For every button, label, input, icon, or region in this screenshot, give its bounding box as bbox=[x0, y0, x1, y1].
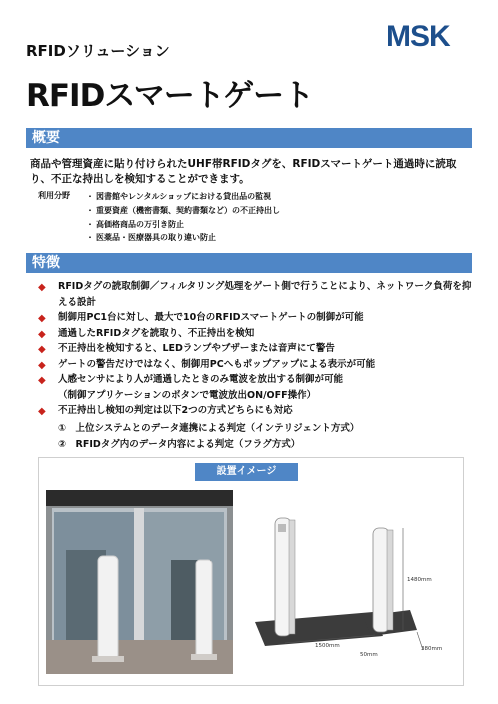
dim-width-label: 1500mm bbox=[315, 643, 340, 649]
usage-item: ・ 高価格商品の万引き防止 bbox=[86, 218, 280, 232]
diamond-bullet-icon: ◆ bbox=[38, 328, 46, 340]
feature-item: ◆ RFIDタグの読取制御／フィルタリング処理をゲート側で行うことにより、ネットワーク負荷を抑える設計 bbox=[38, 281, 472, 308]
features-list-2 bbox=[38, 403, 472, 419]
feature-item: ◆ 制御用PC1台に対し、最大で10台のRFIDスマートゲートの制御が可能 bbox=[38, 310, 472, 326]
dim-small-label: 50mm bbox=[360, 652, 378, 658]
usage-item: ・ 医薬品・医療器具の取り違い防止 bbox=[86, 231, 280, 245]
dim-height-label: 1480mm bbox=[407, 577, 432, 583]
features-list bbox=[38, 279, 472, 388]
feature-sub-note: （制御アプリケーションのボタンで電波放出ON/OFF操作） bbox=[58, 390, 317, 401]
overview-text: 商品や管理資産に貼り付けられたUHF帯RFIDタグを、RFIDスマートゲート通過時に読取り、不正な持出しを検知することができます。 bbox=[30, 158, 457, 185]
diamond-bullet-icon: ◆ bbox=[38, 313, 46, 324]
page-title: RFIDスマートゲート bbox=[26, 78, 314, 114]
feature-item: ◆ ゲートの警告だけではなく、制御用PCへもポップアップによる表示が可能 bbox=[38, 357, 472, 373]
diamond-bullet-icon: ◆ bbox=[38, 344, 46, 355]
usage-list bbox=[86, 190, 280, 245]
feature-item: ◆ 通過したRFIDタグを読取り、不正持出を検知 bbox=[38, 326, 472, 342]
features-heading: 特徴 bbox=[26, 253, 472, 273]
feature-sub-note: ② RFIDタグ内のデータ内容による判定（フラグ方式） bbox=[58, 439, 301, 450]
company-logo: MSK bbox=[386, 20, 450, 53]
dim-depth-label: 380mm bbox=[421, 646, 443, 652]
diamond-bullet-icon: ◆ bbox=[38, 375, 46, 386]
feature-item: ◆ 不正持出を検知すると、LEDランプやブザーまたは音声にて警告 bbox=[38, 341, 472, 357]
installation-photo bbox=[46, 490, 233, 674]
gate-dimension-drawing bbox=[245, 490, 455, 674]
usage-label: 利用分野 bbox=[38, 191, 70, 200]
diamond-bullet-icon: ◆ bbox=[38, 406, 46, 417]
page-subtitle: RFIDソリューション bbox=[26, 42, 170, 60]
usage-item: ・ 重要資産（機密書類、契約書類など）の不正持出し bbox=[86, 204, 280, 218]
feature-item: ◆ 人感センサにより人が通過したときのみ電波を放出する制御が可能 bbox=[38, 372, 472, 388]
usage-item: ・ 図書館やレンタルショップにおける貸出品の監視 bbox=[86, 190, 280, 204]
feature-sub-note: ① 上位システムとのデータ連携による判定（インテリジェント方式） bbox=[58, 423, 360, 434]
feature-item: ◆ 不正持出し検知の判定は以下2つの方式どちらにも対応 bbox=[38, 403, 472, 419]
diamond-bullet-icon: ◆ bbox=[38, 359, 46, 371]
diamond-bullet-icon: ◆ bbox=[38, 282, 46, 293]
installation-label: 設置イメージ bbox=[195, 463, 298, 481]
overview-heading: 概要 bbox=[26, 128, 472, 148]
